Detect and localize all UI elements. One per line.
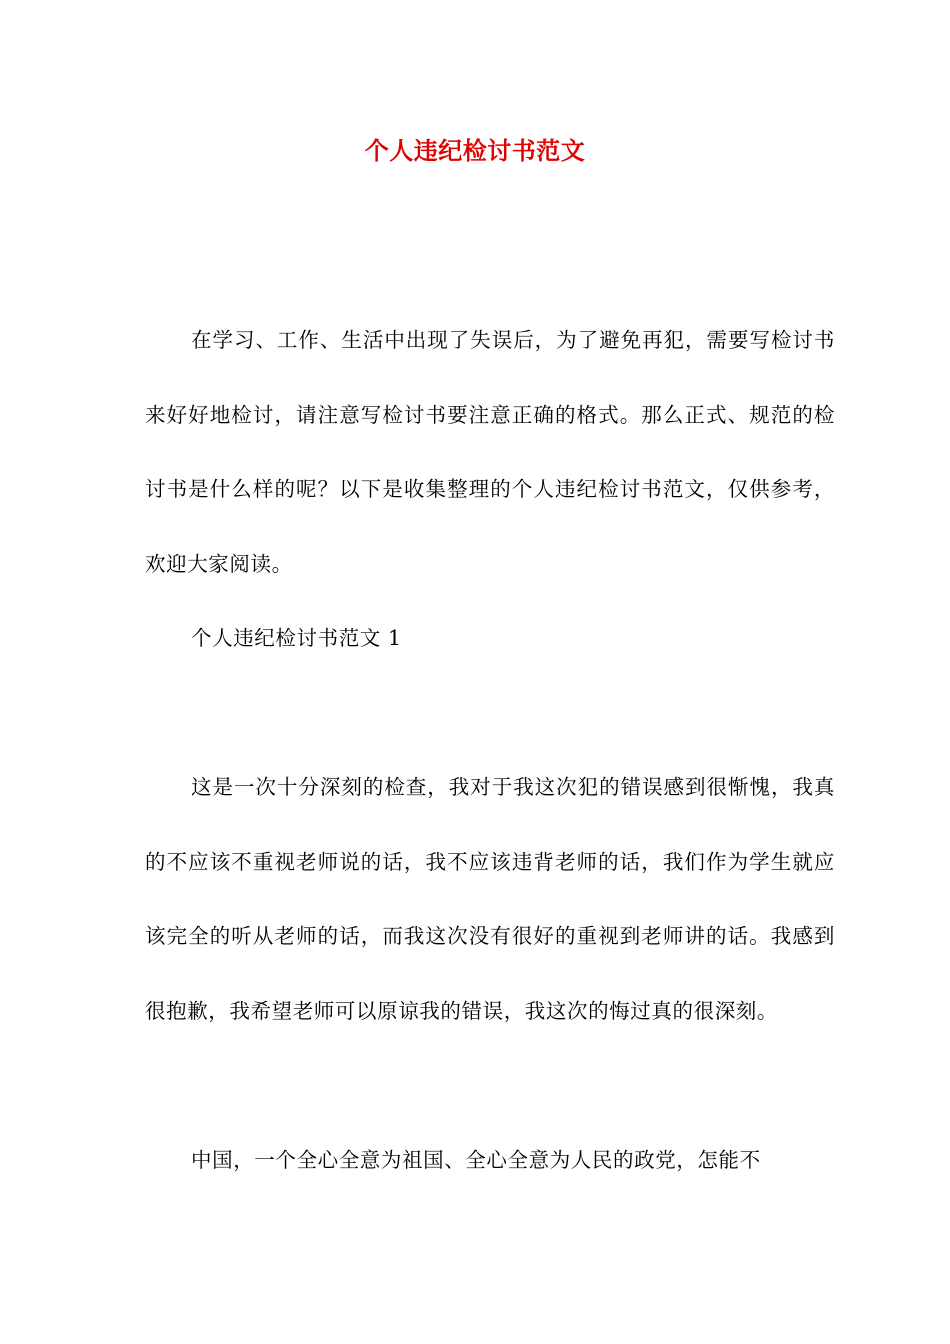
intro-paragraph: 在学习、工作、生活中出现了失误后，为了避免再犯，需要写检讨书来好好地检讨，请注意写检讨书要注意正确的格式。那么正式、规范的检讨书是什么样的呢？以下是收集整理的个人违纪检讨书范文，仅供参考，欢迎大家阅读。 xyxy=(145,328,835,576)
section-heading: 个人违纪检讨书范文 1 xyxy=(191,626,402,650)
body-paragraph-continued: 中国，一个全心全意为祖国、全心全意为人民的政党，怎能不 xyxy=(191,1148,761,1172)
document-title: 个人违纪检讨书范文 xyxy=(364,136,586,165)
body-paragraph: 这是一次十分深刻的检查，我对于我这次犯的错误感到很惭愧，我真的不应该不重视老师说的话，我不应该违背老师的话，我们作为学生就应该完全的听从老师的话，而我这次没有很好的重视到老师讲的话。我感到很抱歉，我希望老师可以原谅我的错误，我这次的悔过真的很深刻。 xyxy=(145,775,835,1023)
